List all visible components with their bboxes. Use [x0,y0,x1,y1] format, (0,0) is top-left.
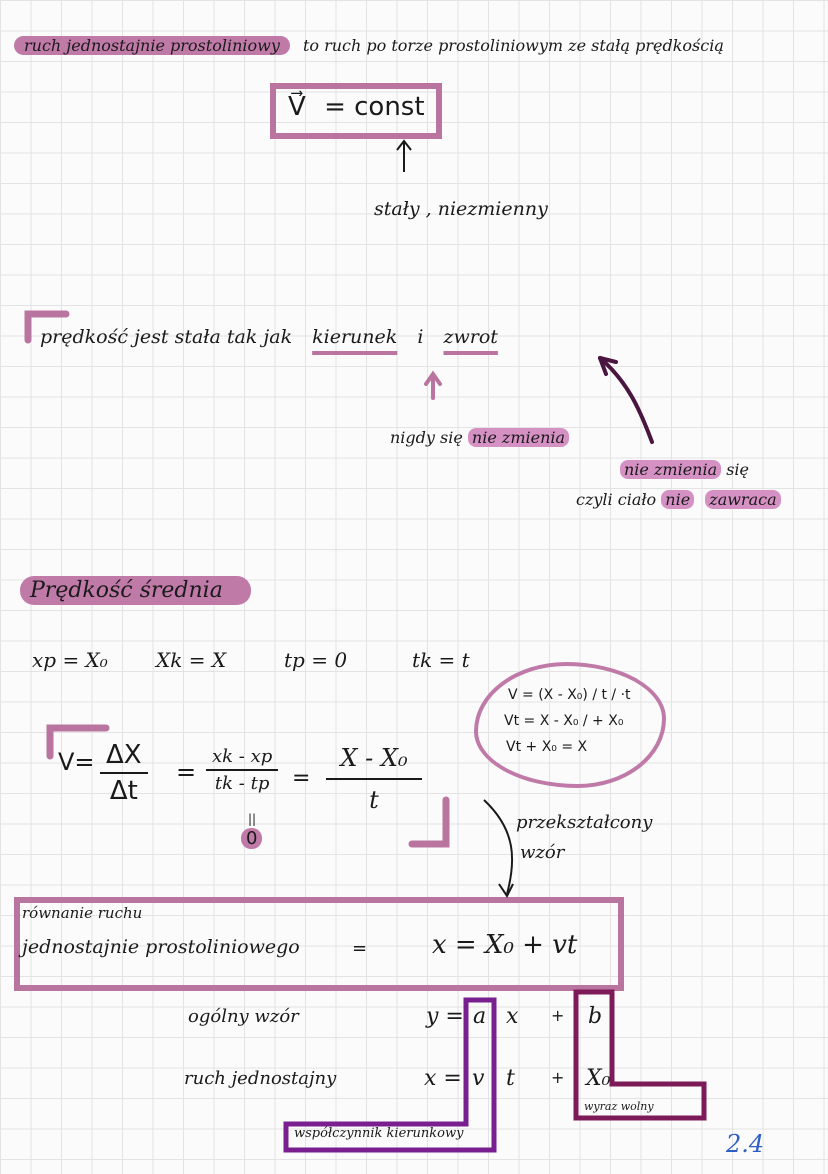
uniform-x0: X₀ [586,1066,611,1091]
note-never-changes [390,428,569,447]
curved-arrow-to-box [484,800,513,896]
equals-1: = [176,758,197,786]
uniform-plus: + [551,1068,565,1087]
arrow-to-const [397,141,411,172]
initial-def-tp: tp = 0 [284,648,348,672]
note1-highlight: nie zmienia [468,428,569,447]
velocity-vector: V⃗ [288,92,306,122]
box-eq-sign: = [352,938,368,959]
fraction-result [326,744,422,814]
free-term-label: wyraz wolny [584,1100,654,1113]
derivation-bubble [474,662,666,788]
arrow-to-zwrot [600,358,652,442]
note-no-turn [576,490,781,509]
general-b: b [588,1004,603,1029]
box-title-2: jednostajnie prostoliniowego [22,936,300,958]
note2-highlight: nie zmienia [620,460,721,479]
uniform-label: ruch jednostajny [184,1068,337,1089]
note1-text: nigdy się [390,428,463,447]
velocity-sentence [40,326,498,348]
heading-highlight: Prędkość średnia [20,576,251,605]
uniform-x: x = [424,1066,462,1091]
general-a: a [473,1004,487,1029]
word-zwrot: zwrot [443,326,498,348]
note3-text: czyli ciało [576,490,657,509]
v-label: V= [58,748,95,776]
t-denominator: t [369,786,379,814]
xk-minus-xp: xk - xp [206,746,278,771]
delta-x: ΔX [100,740,148,774]
word-kierunek: kierunek [312,326,398,348]
general-plus: + [551,1006,565,1025]
uniform-v: v [472,1066,485,1091]
initial-def-xp: xp = X₀ [32,648,108,672]
bubble-line-1: V = (X - X₀) / t / ·t [508,687,631,703]
general-y: y = [426,1004,464,1029]
word-i: i [417,326,424,348]
equals-2: = [292,766,311,791]
definition-text: to ruch po torze prostoliniowym ze stałą prędkością [302,36,724,55]
general-label: ogólny wzór [188,1006,299,1027]
box-title-1: równanie ruchu [22,904,143,922]
final-def-tk: tk = t [412,648,470,672]
zero-highlight: 0 [241,828,262,849]
arrow-to-kierunek [426,374,440,398]
equals-vertical: || [248,812,257,826]
x-minus-x0: X - X₀ [326,744,421,780]
sentence-start: prędkość jest stała tak jak [40,326,293,348]
transformed-note-2: wzór [520,842,565,863]
note3-highlight-zawraca: zawraca [705,490,780,509]
box-formula: x = X₀ + vt [432,930,578,960]
note2-text: się [726,460,750,479]
transformed-note-1: przekształcony [516,812,653,833]
general-x: x [506,1004,519,1029]
final-def-xk: Xk = X [156,648,227,672]
arrow-note: stały , niezmienny [374,198,548,220]
bubble-line-2: Vt = X - X₀ / + X₀ [504,713,624,729]
note3-highlight-nie: nie [661,490,694,509]
fraction-delta [100,740,148,806]
note-no-change [620,460,749,479]
tk-minus-tp: tk - tp [214,773,270,794]
uniform-t: t [506,1066,515,1091]
bubble-line-3: Vt + X₀ = X [506,739,588,755]
definition-line [14,36,724,55]
term-highlight: ruch jednostajnie prostoliniowy [14,36,290,55]
average-velocity-heading [20,578,251,603]
page-number: 2.4 [726,1130,765,1158]
fraction-points [206,746,278,794]
delta-t: Δt [109,776,138,806]
const-text: = const [324,92,425,122]
slope-label: współczynnik kierunkowy [294,1126,464,1141]
formula [288,92,425,122]
